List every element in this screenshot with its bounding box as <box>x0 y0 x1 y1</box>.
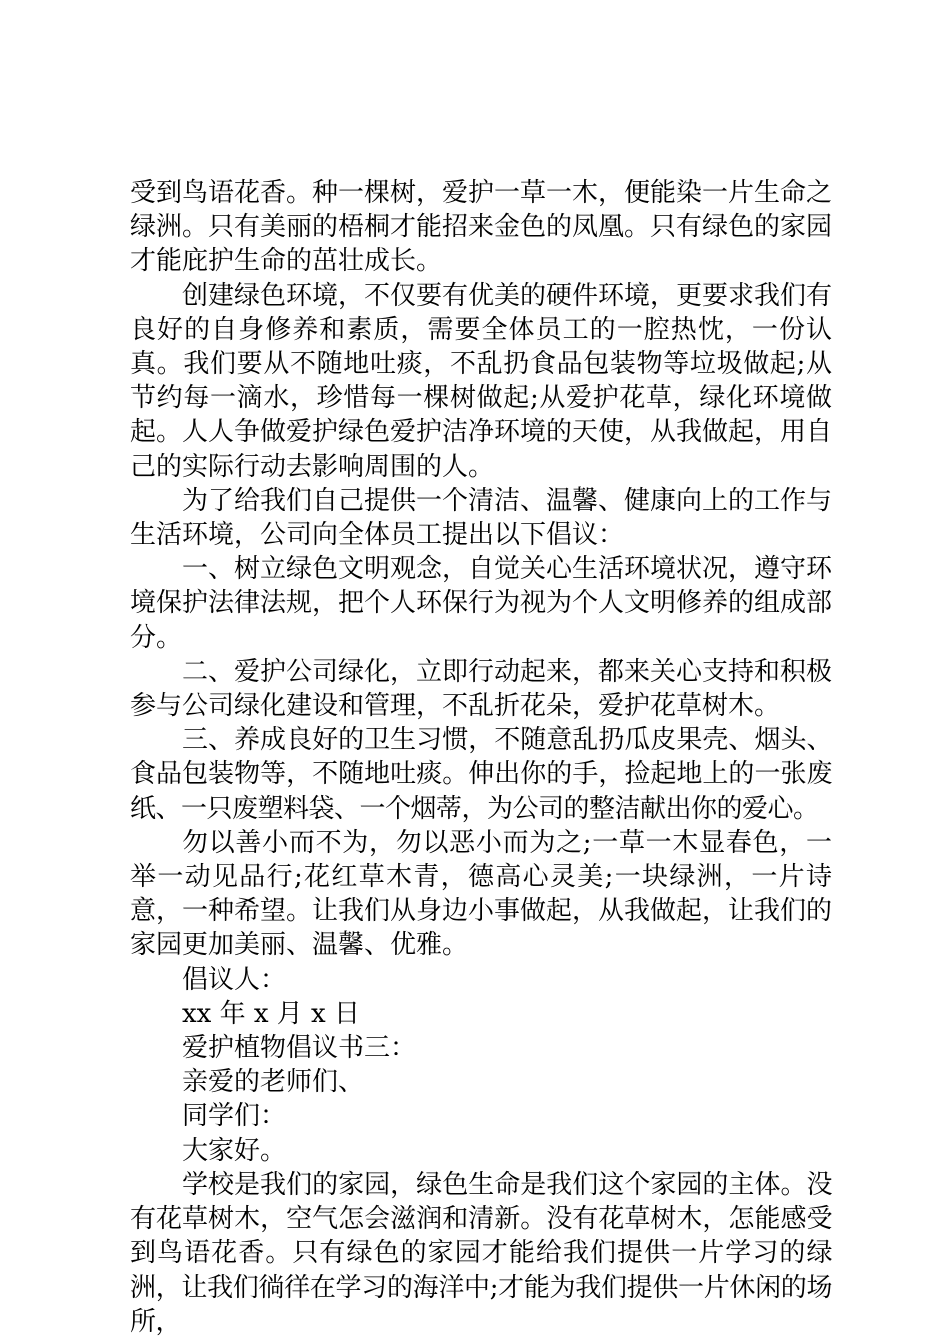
paragraph-school-garden: 学校是我们的家园，绿色生命是我们这个家园的主体。没有花草树木，空气怎会滋润和清新。没有花草树木，怎能感受到鸟语花香。只有绿色的家园才能给我们提供一片学习的绿洲，让我们徜徉在学习的海洋中;才能为我们提供一片休闲的场所， <box>130 1169 832 1337</box>
paragraph-green-environment: 创建绿色环境，不仅要有优美的硬件环境，更要求我们有良好的自身修养和素质，需要全体员工的一腔热忱，一份认真。我们要从不随地吐痰，不乱扔食品包装物等垃圾做起;从节约每一滴水，珍惜每一棵树做起;从爱护花草，绿化环境做起。人人争做爱护绿色爱护洁净环境的天使，从我做起，用自己的实际行动去影响周围的人。 <box>130 280 833 482</box>
paragraph-item-1: 一、树立绿色文明观念，自觉关心生活环境状况，遵守环境保护法律法规，把个人环保行为视为个人文明修养的组成部分。 <box>130 554 833 653</box>
document-body <box>130 176 832 1339</box>
paragraph-proposal-intro: 为了给我们自己提供一个清洁、温馨、健康向上的工作与生活环境，公司向全体员工提出以下倡议： <box>130 485 833 551</box>
paragraph-item-3: 三、养成良好的卫生习惯，不随意乱扔瓜皮果壳、烟头、食品包装物等，不随地吐痰。伸出你的手，捡起地上的一张废纸、一只废塑料袋、一个烟蒂，为公司的整洁献出你的爱心。 <box>130 725 832 824</box>
section-heading-3: 爱护植物倡议书三： <box>182 1033 417 1064</box>
greeting: 大家好。 <box>182 1135 287 1166</box>
salutation-students: 同学们： <box>182 1101 287 1132</box>
paragraph-closing: 勿以善小而不为，勿以恶小而为之;一草一木显春色，一举一动见品行;花红草木青，德高心灵美;一块绿洲，一片诗意，一种希望。让我们从身边小事做起，从我做起，让我们的家园更加美丽、温馨、优雅。 <box>130 827 833 961</box>
paragraph-continued: 受到鸟语花香。种一棵树，爱护一草一木，便能染一片生命之绿洲。只有美丽的梧桐才能招来金色的凤凰。只有绿色的家园才能庇护生命的茁壮成长。 <box>130 178 833 277</box>
proposer-label: 倡议人： <box>182 964 287 995</box>
date-line: xx 年 x 月 x 日 <box>182 998 360 1029</box>
salutation-teachers: 亲爱的老师们、 <box>182 1067 365 1098</box>
paragraph-item-2: 二、爱护公司绿化，立即行动起来，都来关心支持和积极参与公司绿化建设和管理，不乱折花朵，爱护花草树木。 <box>130 656 833 722</box>
